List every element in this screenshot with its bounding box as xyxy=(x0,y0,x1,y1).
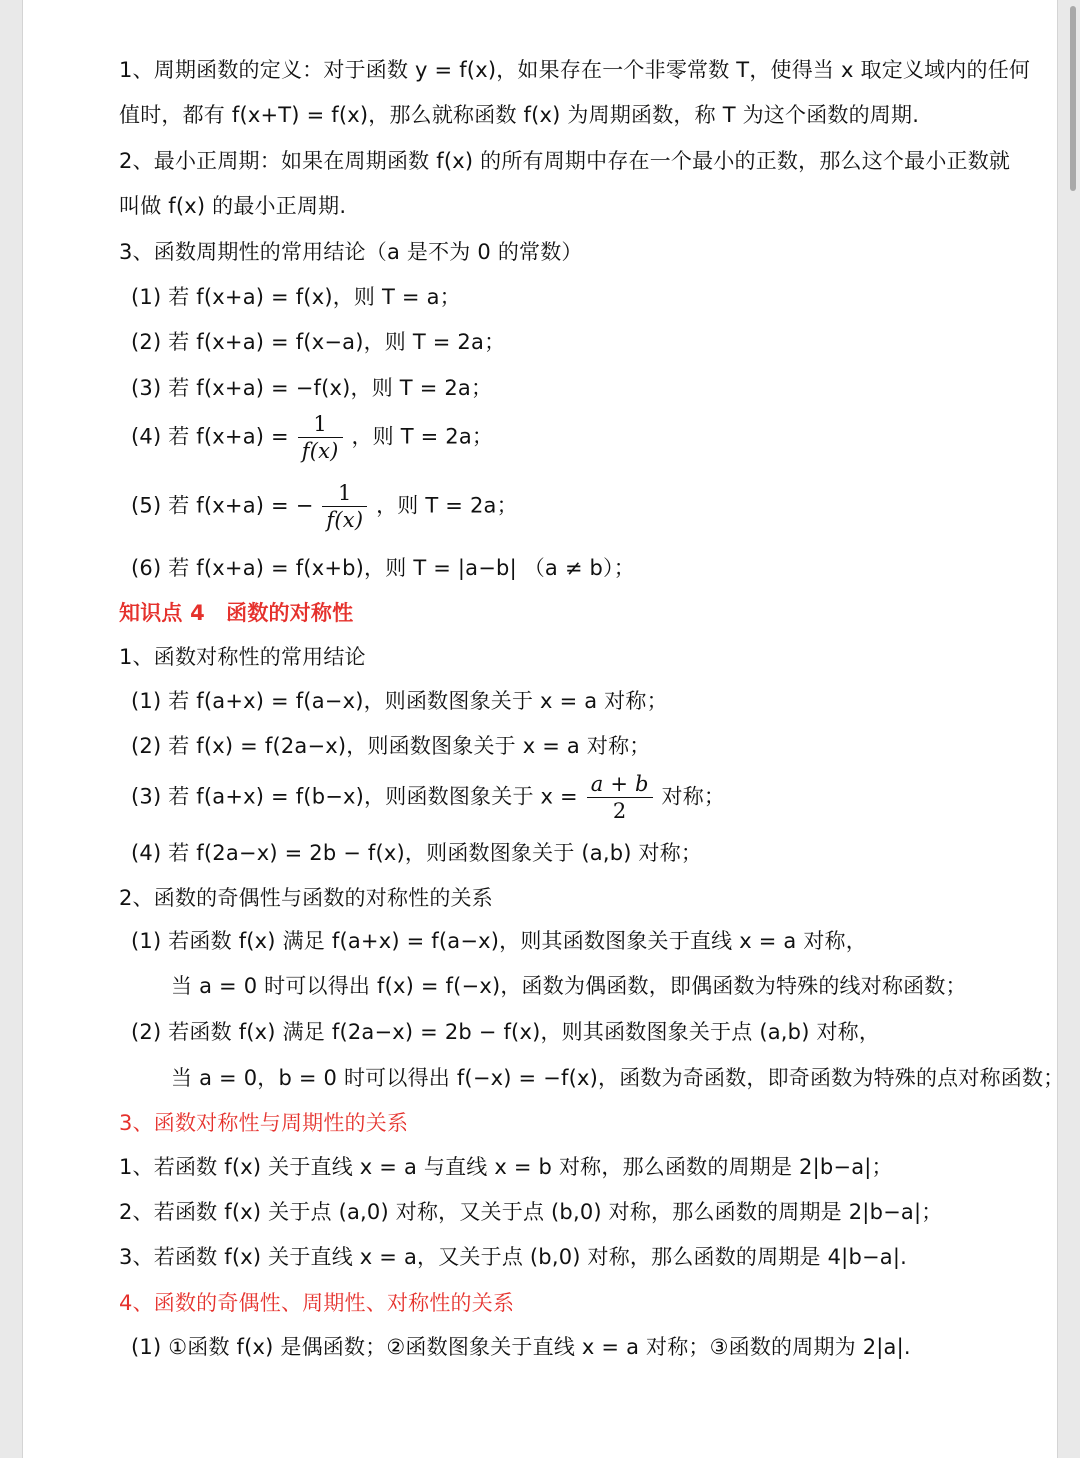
periodic-definition-line-2: 值时，都有 f(x+T) = f(x)，那么就称函数 f(x) 为周期函数，称 T 为这个函数的周期. xyxy=(119,103,920,127)
symmetry-period-item-2: 2、若函数 f(x) 关于点 (a,0) 对称，又关于点 (b,0) 对称，那么函数的周期是 2|b−a|； xyxy=(119,1200,943,1224)
symmetry-3-denominator: 2 xyxy=(587,797,653,824)
periodic-definition-line-1: 1、周期函数的定义：对于函数 y = f(x)，如果存在一个非零常数 T，使得当 x 取定义域内的任何 xyxy=(119,58,1031,82)
conclusion-5-fraction xyxy=(322,480,367,533)
conclusion-4-prefix: (4) 若 f(x+a) = xyxy=(131,424,289,449)
periodic-conclusion-1: (1) 若 f(x+a) = f(x)，则 T = a； xyxy=(131,285,461,309)
symmetry-3-suffix: 对称； xyxy=(661,784,726,809)
conclusion-5-denominator: f(x) xyxy=(322,506,367,533)
parity-symmetry-heading: 2、函数的奇偶性与函数的对称性的关系 xyxy=(119,886,493,910)
conclusion-5-numerator: 1 xyxy=(338,481,352,505)
symmetry-3-fraction xyxy=(587,771,653,824)
symmetry-period-item-3: 3、若函数 f(x) 关于直线 x = a，又关于点 (b,0) 对称，那么函数的周期是 4|b−a|. xyxy=(119,1245,907,1269)
periodic-conclusions-heading: 3、函数周期性的常用结论（a 是不为 0 的常数） xyxy=(119,240,583,264)
conclusion-4-denominator: f(x) xyxy=(298,437,343,464)
conclusion-5-suffix: ，则 T = 2a； xyxy=(376,493,518,518)
parity-symmetry-item-2: (2) 若函数 f(x) 满足 f(2a−x) = 2b − f(x)，则其函数图象关于点 (a,b) 对称， xyxy=(131,1020,881,1044)
symmetry-conclusion-3 xyxy=(131,771,725,824)
scrollbar[interactable] xyxy=(1066,0,1076,1458)
parity-period-symmetry-item-1: (1) ①函数 f(x) 是偶函数；②函数图象关于直线 x = a 对称；③函数的周期为 2|a|. xyxy=(131,1335,911,1359)
periodic-conclusion-2: (2) 若 f(x+a) = f(x−a)，则 T = 2a； xyxy=(131,330,506,354)
symmetry-3-prefix: (3) 若 f(a+x) = f(b−x)，则函数图象关于 x = xyxy=(131,784,578,809)
periodic-conclusion-4 xyxy=(131,411,493,464)
scrollbar-thumb[interactable] xyxy=(1070,6,1076,191)
periodic-conclusion-3: (3) 若 f(x+a) = −f(x)，则 T = 2a； xyxy=(131,376,493,400)
symmetry-3-numerator: a + b xyxy=(590,772,649,796)
parity-symmetry-item-1-detail: 当 a = 0 时可以得出 f(x) = f(−x)，函数为偶函数，即偶函数为特殊的线对称函数； xyxy=(171,974,967,998)
parity-symmetry-item-1: (1) 若函数 f(x) 满足 f(a+x) = f(a−x)，则其函数图象关于直线 x = a 对称， xyxy=(131,929,867,953)
symmetry-conclusion-4: (4) 若 f(2a−x) = 2b − f(x)，则函数图象关于 (a,b) 对称； xyxy=(131,841,703,865)
symmetry-period-heading: 3、函数对称性与周期性的关系 xyxy=(119,1111,409,1135)
symmetry-conclusion-1: (1) 若 f(a+x) = f(a−x)，则函数图象关于 x = a 对称； xyxy=(131,689,668,713)
min-period-line-1: 2、最小正周期：如果在周期函数 f(x) 的所有周期中存在一个最小的正数，那么这个最小正数就 xyxy=(119,149,1011,173)
conclusion-4-fraction xyxy=(298,411,343,464)
conclusion-5-prefix: (5) 若 f(x+a) = − xyxy=(131,493,314,518)
periodic-conclusion-6: (6) 若 f(x+a) = f(x+b)，则 T = |a−b| （a ≠ b）； xyxy=(131,556,635,580)
document-page xyxy=(22,0,1065,1458)
knowledge-point-4-title: 知识点 4 函数的对称性 xyxy=(119,601,354,625)
conclusion-4-suffix: ，则 T = 2a； xyxy=(351,424,494,449)
periodic-conclusion-5 xyxy=(131,480,518,533)
symmetry-conclusion-2: (2) 若 f(x) = f(2a−x)，则函数图象关于 x = a 对称； xyxy=(131,734,651,758)
conclusion-4-numerator: 1 xyxy=(313,412,327,436)
parity-symmetry-item-2-detail: 当 a = 0，b = 0 时可以得出 f(−x) = −f(x)，函数为奇函数，即奇函数为特殊的点对称函数； xyxy=(171,1066,1065,1090)
parity-period-symmetry-heading: 4、函数的奇偶性、周期性、对称性的关系 xyxy=(119,1291,515,1315)
symmetry-conclusions-heading: 1、函数对称性的常用结论 xyxy=(119,645,366,669)
symmetry-period-item-1: 1、若函数 f(x) 关于直线 x = a 与直线 x = b 对称，那么函数的周期是 2|b−a|； xyxy=(119,1155,893,1179)
min-period-line-2: 叫做 f(x) 的最小正周期. xyxy=(119,194,347,218)
